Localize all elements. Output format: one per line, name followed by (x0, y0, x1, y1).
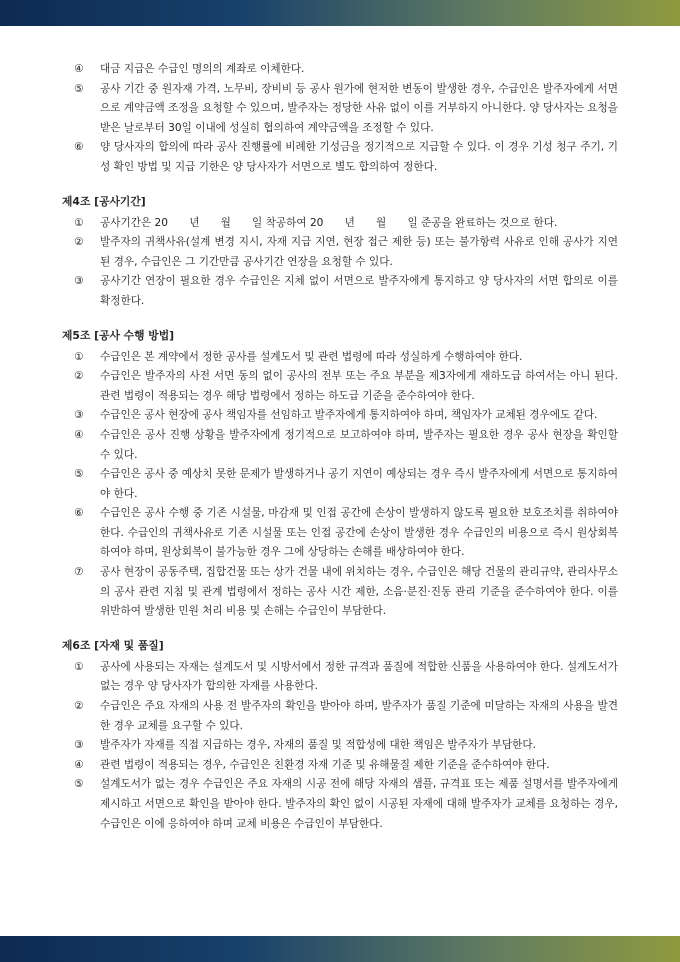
clause-text: 공사기간 연장이 필요한 경우 수급인은 지체 없이 서면으로 발주자에게 통지하고 양 당사자의 서면 합의로 이를 확정한다. (100, 275, 618, 307)
clause-text: 수급인은 공사 수행 중 기존 시설물, 마감재 및 인접 공간에 손상이 발생하지 않도록 필요한 보호조치를 취하여야 한다. 수급인의 귀책사유로 기존 시설물 또는 인접 공간에 손상이 발생한 경우 수급인의 비용으로 즉시 원상회복하여야 하며, 원상회복이 불가능한 경우 그에 상당하는 손해를 배상하여야 한다. (100, 507, 618, 559)
clause-text: 수급인은 주요 자재의 사용 전 발주자의 확인을 받아야 하며, 발주자가 품질 기준에 미달하는 자재의 사용을 발견한 경우 교체를 요구할 수 있다. (100, 700, 618, 732)
article-title: 제4조 [공사기간] (62, 194, 146, 208)
article-title: 제6조 [자재 및 품질] (62, 638, 164, 652)
clause-number: ① (74, 660, 84, 673)
clause (62, 272, 618, 311)
clause-text: 발주자의 귀책사유(설계 변경 지시, 자재 지급 지연, 현장 접근 제한 등) 또는 불가항력 사유로 인해 공사가 지연된 경우, 수급인은 그 기간만큼 공사기간 연장을 요청할 수 있다. (100, 236, 618, 268)
clause-text: 수급인은 공사 현장에 공사 책임자를 선임하고 발주자에게 통지하여야 하며, 책임자가 교체된 경우에도 같다. (100, 409, 598, 422)
clause-text: 공사 현장이 공동주택, 집합건물 또는 상가 건물 내에 위치하는 경우, 수급인은 해당 건물의 관리규약, 관리사무소의 공사 관련 지침 및 관계 법령에서 정하는 공사 시간 제한, 소음·분진·진동 관리 기준을 준수하여야 한다. 이를 위반하여 발생한 민원 처리 비용 및 손해는 수급인이 부담한다. (100, 566, 618, 618)
clause-number: ① (74, 350, 84, 363)
clause (62, 406, 618, 426)
footer-band (0, 936, 680, 962)
clause (62, 756, 618, 776)
clause-text: 수급인은 공사 중 예상치 못한 문제가 발생하거나 공기 지연이 예상되는 경우 즉시 발주자에게 서면으로 통지하여야 한다. (100, 468, 618, 500)
clause-text: 대금 지급은 수급인 명의의 계좌로 이체한다. (100, 63, 305, 75)
clause (62, 426, 618, 465)
clause (62, 736, 618, 756)
clause-number: ② (74, 370, 84, 383)
clause-number: ④ (74, 758, 84, 771)
header-band (0, 0, 680, 26)
clause (62, 504, 618, 563)
clause-number: ② (74, 236, 84, 249)
contract-body (62, 60, 618, 840)
clause-number: ② (74, 700, 84, 713)
clause-text: 수급인은 본 계약에서 정한 공사를 설계도서 및 관련 법령에 따라 성실하게 수행하여야 한다. (100, 350, 523, 363)
clause (62, 214, 618, 234)
clause-text: 수급인은 발주자의 사전 서면 동의 없이 공사의 전부 또는 주요 부분을 제3자에게 재하도급 하여서는 아니 된다. 관련 법령이 적용되는 경우 해당 법령에서 정하는 하도급 기준을 준수하여야 한다. (100, 370, 618, 402)
article-3-continued (62, 60, 618, 178)
clause-number: ⑤ (74, 778, 84, 791)
clause (62, 138, 618, 177)
clause-text: 양 당사자의 합의에 따라 공사 진행률에 비례한 기성금을 정기적으로 지급할 수 있다. 이 경우 기성 청구 주기, 기성 확인 방법 및 지급 기한은 양 당사자가 서면으로 별도 합의하여 정한다. (100, 141, 618, 173)
article-6 (62, 636, 618, 834)
clause-text: 발주자가 자재를 직접 지급하는 경우, 자재의 품질 및 적합성에 대한 책임은 발주자가 부담한다. (100, 739, 537, 752)
clause (62, 658, 618, 697)
clause (62, 775, 618, 834)
clause (62, 465, 618, 504)
clause (62, 367, 618, 406)
clause-text: 수급인은 공사 진행 상황을 발주자에게 정기적으로 보고하여야 하며, 발주자는 필요한 경우 공사 현장을 확인할 수 있다. (100, 428, 618, 461)
clause-number: ④ (74, 428, 84, 441)
clause-text: 관련 법령이 적용되는 경우, 수급인은 친환경 자재 기준 및 유해물질 제한 기준을 준수하여야 한다. (100, 758, 550, 771)
article-5 (62, 326, 618, 622)
article-title: 제5조 [공사 수행 방법] (62, 328, 175, 342)
clause-number: ① (74, 216, 84, 229)
clause-number: ③ (74, 409, 84, 422)
clause-text: 설계도서가 없는 경우 수급인은 주요 자재의 시공 전에 해당 자재의 샘플, 규격표 또는 제품 설명서를 발주자에게 제시하고 서면으로 확인을 받아야 한다. 발주자의 확인 없이 시공된 자재에 대해 발주자가 교체를 요청하는 경우, 수급인은 이에 응하여야 하며 교체 비용은 수급인이 부담한다. (100, 778, 618, 830)
clause-number: ④ (74, 63, 84, 75)
clause-number: ⑥ (74, 141, 84, 154)
clause-text: 공사기간은 20 년 월 일 착공하여 20 년 월 일 준공을 완료하는 것으로 한다. (100, 216, 558, 229)
clause (62, 563, 618, 622)
clause (62, 697, 618, 736)
clause-number: ③ (74, 739, 84, 752)
clause (62, 80, 618, 139)
clause (62, 348, 618, 368)
clause (62, 233, 618, 272)
clause-number: ⑥ (74, 507, 84, 520)
article-4 (62, 192, 618, 312)
clause-number: ⑦ (74, 566, 84, 579)
clause-number: ③ (74, 275, 84, 288)
clause-number: ⑤ (74, 82, 84, 95)
clause-number: ⑤ (74, 468, 84, 481)
clause-text: 공사 기간 중 원자재 가격, 노무비, 장비비 등 공사 원가에 현저한 변동이 발생한 경우, 수급인은 발주자에게 서면으로 계약금액 조정을 요청할 수 있으며, 발주자는 정당한 사유 없이 이를 거부하지 아니한다. 양 당사자는 요청을 받은 날로부터 30일 이내에 성실히 협의하여 계약금액을 조정할 수 있다. (100, 82, 618, 134)
clause (62, 60, 618, 80)
clause-text: 공사에 사용되는 자재는 설계도서 및 시방서에서 정한 규격과 품질에 적합한 신품을 사용하여야 한다. 설계도서가 없는 경우 양 당사자가 합의한 자재를 사용한다. (100, 660, 618, 693)
